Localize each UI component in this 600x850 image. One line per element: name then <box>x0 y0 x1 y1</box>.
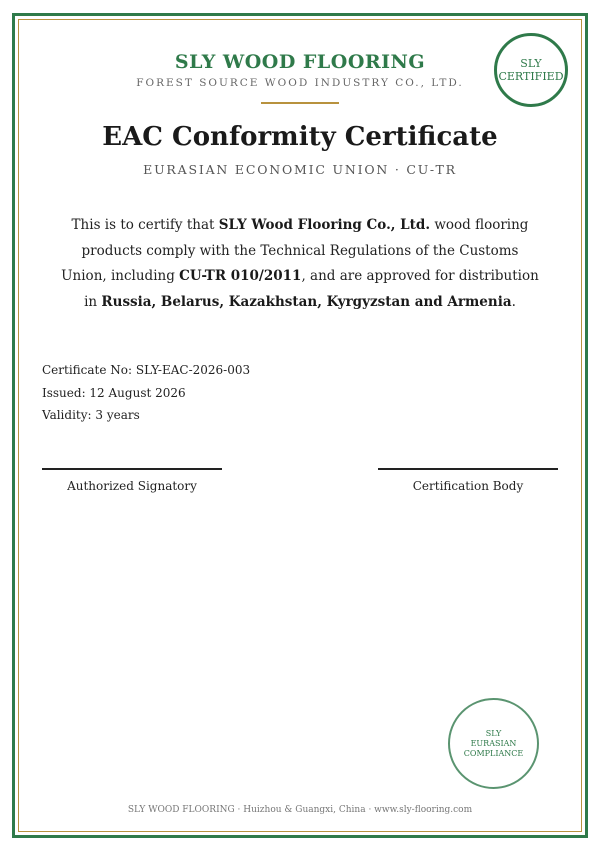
statement-part-3: , and are approved for distribution in <box>84 268 539 310</box>
validity-period: Validity: 3 years <box>42 408 140 422</box>
signature-authorized: Authorized Signatory <box>42 468 222 493</box>
header-divider <box>261 102 339 104</box>
issue-date: Issued: 12 August 2026 <box>42 385 186 400</box>
seal-top-line1: SLY <box>520 57 542 70</box>
seal-bottom-line2: EURASIAN <box>470 738 517 748</box>
signature-certification-body: Certification Body <box>378 468 558 493</box>
certificate-number: Certificate No: SLY-EAC-2026-003 <box>42 363 251 377</box>
statement-countries: Russia, Belarus, Kazakhstan, Kyrgyzstan and Armenia <box>101 293 512 310</box>
certified-seal <box>494 33 568 107</box>
seal-bottom-line3: COMPLIANCE <box>463 748 524 758</box>
brand-name: SLY WOOD FLOORING <box>174 51 426 73</box>
statement-company: SLY Wood Flooring Co., Ltd. <box>218 217 431 233</box>
certification-statement <box>60 213 540 315</box>
statement-part-1: This is to certify that <box>71 217 219 233</box>
certificate-details <box>42 359 250 427</box>
certificate-title: EAC Conformity Certificate <box>102 122 498 152</box>
seal-bottom-line1: SLY <box>485 728 502 738</box>
company-name: FOREST SOURCE WOOD INDUSTRY CO., LTD. <box>136 77 464 89</box>
compliance-seal <box>448 698 539 789</box>
statement-part-2: wood flooring products comply with the Technical Regulations of the Customs Union, including <box>61 217 529 284</box>
seal-top-line2: CERTIFIED <box>498 70 564 83</box>
footer-text: SLY WOOD FLOORING · Huizhou & Guangxi, China · www.sly-flooring.com <box>127 805 473 815</box>
certificate-subtitle: EURASIAN ECONOMIC UNION · CU-TR <box>143 162 457 177</box>
statement-regulation: CU-TR 010/2011 <box>179 268 302 284</box>
statement-part-4: . <box>511 293 516 310</box>
